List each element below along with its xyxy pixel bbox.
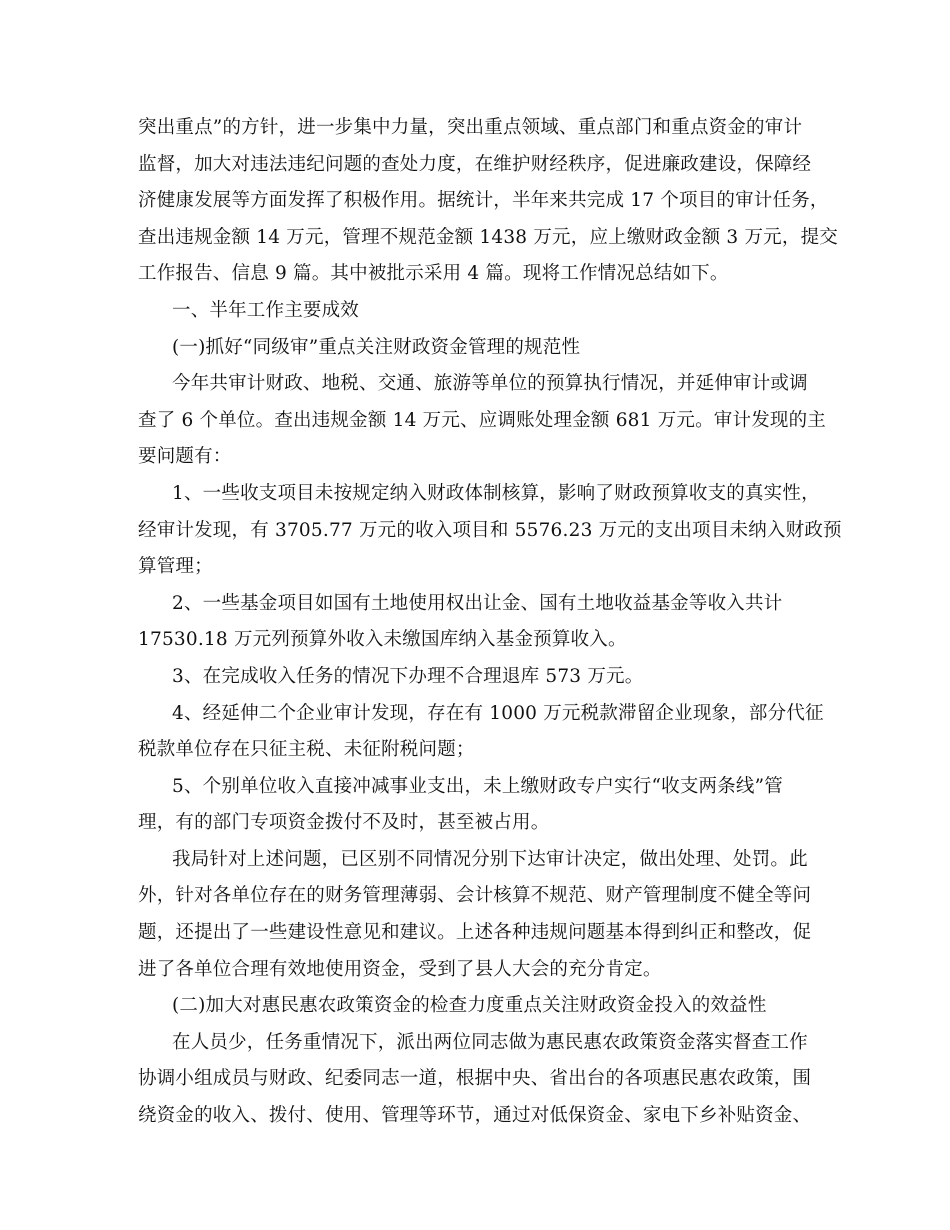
text-line: 理，有的部门专项资金拨付不及时，甚至被占用。 — [138, 812, 550, 834]
text-line: (二)加大对惠民惠农政策资金的检查力度重点关注财政资金投入的效益性 — [172, 995, 767, 1017]
text-line: (一)抓好“同级审”重点关注财政资金管理的规范性 — [172, 336, 581, 358]
document-body — [138, 110, 842, 1135]
text-line: 4、经延伸二个企业审计发现，存在有 1000 万元税款滞留企业现象，部分代征 — [172, 702, 824, 724]
text-line: 一、半年工作主要成效 — [172, 299, 360, 321]
text-line: 经审计发现，有 3705.77 万元的收入项目和 5576.23 万元的支出项目未纳入财政预 — [138, 519, 842, 541]
text-line: 今年共审计财政、地税、交通、旅游等单位的预算执行情况，并延伸审计或调 — [172, 373, 808, 395]
text-line: 算管理； — [138, 556, 213, 578]
text-line: 绕资金的收入、拨付、使用、管理等环节，通过对低保资金、家电下乡补贴资金、 — [138, 1105, 812, 1127]
text-line: 2、一些基金项目如国有土地使用权出让金、国有土地收益基金等收入共计 — [172, 592, 783, 614]
text-line: 3、在完成收入任务的情况下办理不合理退库 573 万元。 — [172, 665, 644, 687]
text-line: 外，针对各单位存在的财务管理薄弱、会计核算不规范、财产管理制度不健全等问 — [138, 885, 812, 907]
text-line: 我局针对上述问题，已区别不同情况分别下达审计决定，做出处理、处罚。此 — [172, 848, 808, 870]
text-line: 在人员少，任务重情况下，派出两位同志做为惠民惠农政策资金落实督查工作 — [172, 1031, 808, 1053]
text-line: 1、一些收支项目未按规定纳入财政体制核算，影响了财政预算收支的真实性， — [172, 482, 820, 504]
text-line: 进了各单位合理有效地使用资金，受到了县人大会的充分肯定。 — [138, 958, 662, 980]
text-line: 查出违规金额 14 万元，管理不规范金额 1438 万元，应上缴财政金额 3 万元，提交 — [138, 226, 838, 248]
text-line: 查了 6 个单位。查出违规金额 14 万元、应调账处理金额 681 万元。审计发现的主 — [138, 409, 827, 431]
text-line: 5、个别单位收入直接冲减事业支出，未上缴财政专户实行“收支两条线”管 — [172, 775, 783, 797]
text-line: 税款单位存在只征主税、未征附税问题； — [138, 739, 475, 761]
text-line: 协调小组成员与财政、纪委同志一道，根据中央、省出台的各项惠民惠农政策，围 — [138, 1068, 812, 1090]
text-line: 题，还提出了一些建设性意见和建议。上述各种违规问题基本得到纠正和整改，促 — [138, 922, 812, 944]
text-line: 突出重点”的方针，进一步集中力量，突出重点领域、重点部门和重点资金的审计 — [138, 117, 803, 138]
text-line: 监督，加大对违法违纪问题的查处力度，在维护财经秩序，促进廉政建设，保障经 — [138, 153, 812, 175]
text-line: 17530.18 万元列预算外收入未缴国库纳入基金预算收入。 — [138, 629, 627, 651]
text-line: 济健康发展等方面发挥了积极作用。据统计，半年来共完成 17 个项目的审计任务， — [138, 190, 829, 212]
text-line: 要问题有： — [138, 446, 232, 468]
text-line: 工作报告、信息 9 篇。其中被批示采用 4 篇。现将工作情况总结如下。 — [138, 263, 729, 285]
